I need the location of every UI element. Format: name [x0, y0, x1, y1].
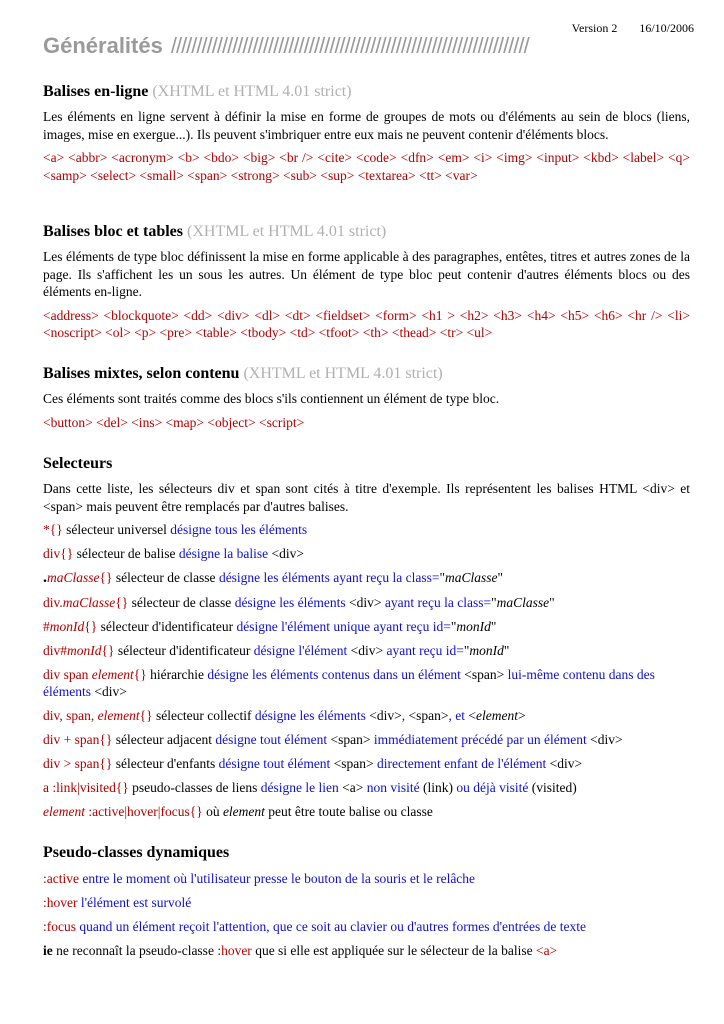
pseudo-class: :hover — [43, 895, 78, 910]
tag-close: > — [517, 708, 526, 723]
selector-element: element — [91, 667, 134, 682]
pseudo-description: l'élément est survolé — [77, 895, 192, 910]
tag-text: <div> — [271, 546, 305, 561]
tag-list: <button> <del> <ins> <map> <object> <script> — [43, 414, 305, 430]
selector-braces: {} — [115, 595, 129, 610]
pseudo-row — [43, 870, 693, 887]
tag-text: <div> — [549, 756, 583, 771]
selector-row — [43, 666, 693, 700]
page-title-text: Généralités — [43, 33, 163, 58]
section-description: Les éléments en ligne servent à définir la mise en forme de groupes de mots ou d'éléments au sein de blocs (liens, images, mise en exergue...). Ils peuvent s'imbriquer entre eux mais ne peuvent contenir d'éléments blocs. — [43, 109, 690, 142]
plain-text: (link) — [419, 780, 457, 795]
heading-subtitle: (XHTML et HTML 4.01 strict) — [243, 365, 443, 382]
selector-description: désigne l'élément unique ayant reçu id= — [236, 619, 451, 634]
selector-description: désigne les éléments — [234, 595, 350, 610]
quote: " — [491, 595, 497, 610]
selector-description: désigne tout élément — [215, 732, 331, 747]
selector-type: sélecteur adjacent — [112, 732, 216, 747]
value-text: maClasse — [496, 595, 550, 610]
selector-id: monId — [67, 643, 102, 658]
selector-type: sélecteur de classe — [112, 570, 219, 585]
heading-subtitle: (XHTML et HTML 4.01 strict) — [187, 223, 387, 240]
tag-open: < — [468, 708, 476, 723]
page-title — [43, 33, 693, 59]
selector-code: *{} — [43, 522, 63, 537]
tag-text: <div> — [369, 708, 402, 723]
selector-code: div# — [43, 643, 68, 658]
selector-row — [43, 779, 693, 796]
selector-element: element — [97, 708, 140, 723]
quote: " — [439, 570, 445, 585]
selector-description: ayant reçu id= — [383, 643, 464, 658]
selector-row — [43, 521, 693, 538]
selector-row — [43, 731, 693, 748]
section-pseudo — [43, 843, 690, 863]
section-heading: Selecteurs — [43, 455, 113, 472]
selector-id: monId — [49, 619, 85, 634]
selector-description: ou déjà visité — [456, 780, 529, 795]
section-description: Dans cette liste, les sélecteurs div et span sont cités à titre d'exemple. Ils représentent les balises HTML <div> et <span> mais peuvent être remplacés par d'autres balises. — [43, 481, 690, 514]
selector-description: désigne les éléments contenus dans un élément — [207, 667, 465, 682]
selector-braces: {} — [99, 570, 113, 585]
tag-text: <span> — [464, 667, 505, 682]
tag-text: <div> — [94, 684, 127, 699]
tag-text: <span> — [408, 708, 449, 723]
value-text: monId — [456, 619, 491, 634]
tag-text: <div> — [590, 732, 623, 747]
tag-text: <a> — [342, 780, 364, 795]
value-text: maClasse — [444, 570, 498, 585]
quote: " — [450, 619, 457, 634]
selector-description: désigne les éléments — [254, 708, 370, 723]
value-text: monId — [469, 643, 504, 658]
selector-row — [43, 707, 693, 724]
tag-text: <span> — [330, 732, 371, 747]
selector-type: sélecteur universel — [62, 522, 171, 537]
note-row — [43, 942, 693, 959]
tag-text: <a> — [535, 943, 558, 958]
tag-list: <a> <abbr> <acronym> <b> <bdo> <big> <br /> <cite> <code> <dfn> <em> <i> <img> <input> <kbd> <label> <q> <samp> <select> <small> <span> <strong> <sub> <sup> <textarea> <tt> <var> — [43, 150, 690, 183]
quote: " — [503, 643, 510, 658]
version-label: Version 2 — [571, 21, 618, 35]
selector-description: désigne le lien — [260, 780, 343, 795]
tag-list: <address> <blockquote> <dd> <div> <dl> <dt> <fieldset> <form> <h1 > <h2> <h3> <h4> <h5> <h6> <hr /> <li> <noscript> <ol> <p> <pre> <table> <tbody> <td> <tfoot> <th> <thead> <tr> <ul> — [43, 307, 690, 340]
quote: " — [490, 619, 497, 634]
selector-code: div{} — [43, 546, 74, 561]
selector-type: pseudo-classes de liens — [128, 780, 261, 795]
selector-type: sélecteur d'enfants — [112, 756, 219, 771]
ie-label: ie — [43, 943, 53, 958]
heading-text: Balises en-ligne — [43, 83, 149, 100]
plain-text: peut être toute balise ou classe — [264, 804, 433, 819]
selector-code: # — [43, 619, 50, 634]
selector-description: désigne tous les éléments — [170, 522, 308, 537]
selector-braces: {} — [84, 619, 98, 634]
tag-element: element — [475, 708, 518, 723]
pseudo-class: :active — [43, 871, 79, 886]
selector-braces: {} — [133, 667, 147, 682]
selector-type: sélecteur collectif — [152, 708, 255, 723]
tag-text: <div> — [349, 595, 382, 610]
selector-row — [43, 545, 693, 562]
selector-dot: . — [43, 569, 47, 586]
selector-type: hiérarchie — [146, 667, 208, 682]
selector-code: a :link|visited{} — [43, 780, 129, 795]
pseudo-description: entre le moment où l'utilisateur presse le bouton de la souris et le relâche — [78, 871, 476, 886]
section-heading: Pseudo-classes dynamiques — [43, 844, 230, 861]
pseudo-description: quand un élément reçoit l'attention, que ce soit au clavier ou d'autres formes d'entrées de texte — [76, 919, 586, 934]
selector-description: immédiatement précédé par un élément — [370, 732, 591, 747]
pseudo-class: :focus — [43, 919, 76, 934]
date-label: 16/10/2006 — [639, 21, 694, 35]
pseudo-class: :hover — [217, 943, 252, 958]
selector-code: div, span, — [43, 708, 98, 723]
selector-code: div + span{} — [43, 732, 113, 747]
heading-text: Balises mixtes, selon contenu — [43, 365, 240, 382]
pseudo-row — [43, 918, 693, 935]
tag-text: <span> — [333, 756, 374, 771]
section-inline — [43, 82, 690, 184]
selector-description: lui-même contenu dans des éléments — [43, 667, 655, 699]
section-heading — [43, 82, 690, 102]
selector-class: maClasse — [47, 570, 100, 585]
selector-type: sélecteur de balise — [73, 546, 179, 561]
selector-type: sélecteur d'identificateur — [97, 619, 237, 634]
selector-code: :active|hover|focus{} — [84, 804, 203, 819]
element-word: element — [222, 804, 265, 819]
selector-description: désigne la balise — [178, 546, 272, 561]
plain-text: ne reconnaît la pseudo-classe — [52, 943, 218, 958]
heading-text: Balises bloc et tables — [43, 223, 183, 240]
selector-type: sélecteur de classe — [128, 595, 235, 610]
selector-type: sélecteur d'identificateur — [114, 643, 254, 658]
selector-braces: {} — [139, 708, 153, 723]
section-description: Les éléments de type bloc définissent la mise en forme applicable à des paragraphes, entêtes, titres et autres zones de la page. Ils s'affichent les un sous les autres. Un élément de type bloc peut contenir d'autres éléments blocs ou des éléments en-ligne. — [43, 249, 690, 299]
heading-subtitle: (XHTML et HTML 4.01 strict) — [152, 83, 352, 100]
quote: " — [463, 643, 470, 658]
pseudo-row — [43, 894, 693, 911]
selector-code: div. — [43, 595, 63, 610]
selector-code: div > span{} — [43, 756, 113, 771]
selector-braces: {} — [101, 643, 115, 658]
selector-description: désigne les éléments ayant reçu la class= — [218, 570, 440, 585]
section-selectors — [43, 454, 690, 515]
quote: " — [497, 570, 504, 585]
section-block — [43, 222, 690, 342]
tag-text: <div> — [350, 643, 384, 658]
selector-description: désigne tout élément — [218, 756, 334, 771]
plain-text: où — [202, 804, 223, 819]
selector-row — [43, 642, 693, 659]
separator: , et — [448, 708, 469, 723]
plain-text: que si elle est appliquée sur le sélecteur de la balise — [251, 943, 536, 958]
quote: " — [549, 595, 555, 610]
separator: , — [401, 708, 409, 723]
selector-row — [43, 618, 693, 635]
plain-text: (visited) — [528, 780, 577, 795]
section-description: Ces éléments sont traités comme des blocs s'ils contiennent un élément de type bloc. — [43, 391, 500, 406]
selector-description: désigne l'élément — [253, 643, 351, 658]
selector-row — [43, 755, 693, 772]
section-heading — [43, 222, 690, 242]
selector-row — [43, 594, 693, 611]
title-slashes: ////////////////////////////////////////////////////////////////////// — [170, 33, 529, 58]
selector-description: ayant reçu la class= — [381, 595, 492, 610]
section-mixed — [43, 364, 690, 431]
selector-class: maClasse — [62, 595, 116, 610]
selector-element: element — [43, 804, 85, 819]
section-heading — [43, 364, 690, 384]
selector-description: non visité — [363, 780, 420, 795]
selector-description: directement enfant de l'élément — [373, 756, 550, 771]
selector-row — [43, 569, 693, 586]
selector-row — [43, 803, 693, 820]
selector-code: div span — [43, 667, 92, 682]
